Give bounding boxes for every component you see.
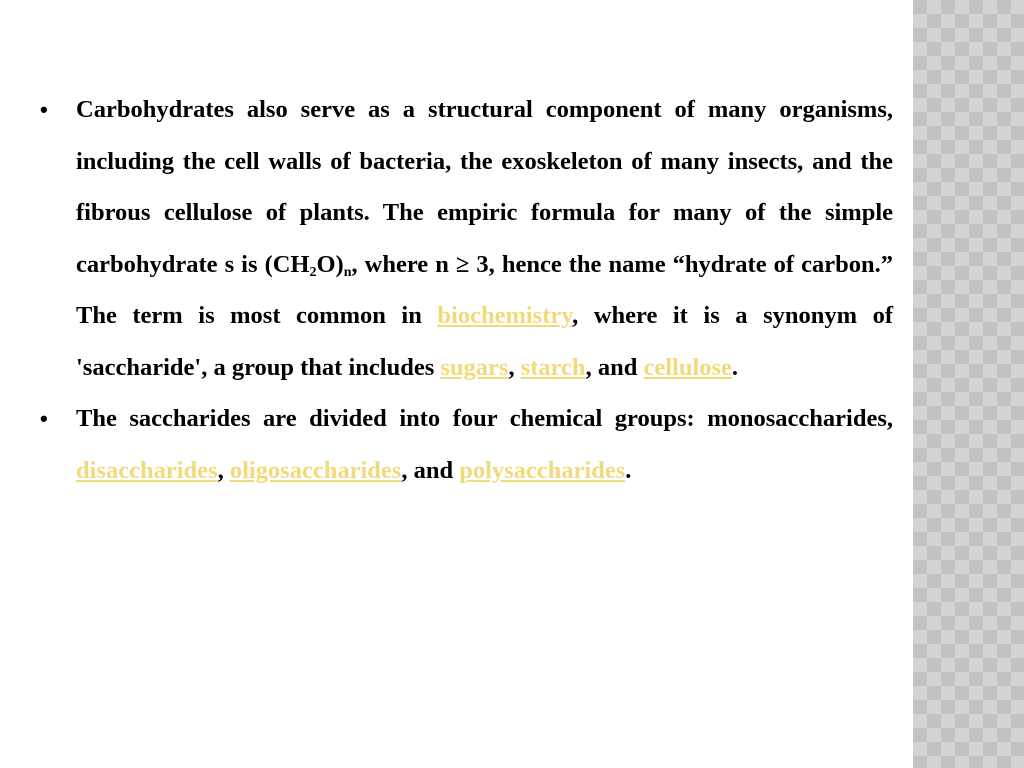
link-disaccharides[interactable]: disaccharides bbox=[76, 456, 218, 484]
bullet-text: , where n ≥ 3, hence the name “hydrate of carbon.” The term is most common in bbox=[76, 250, 893, 329]
bullet-text: The saccharides are divided into four chemical groups: monosaccharides, bbox=[76, 405, 893, 432]
slide-content bbox=[40, 84, 893, 496]
separator: , bbox=[508, 353, 521, 381]
bullet-item-carbohydrates-structural bbox=[40, 84, 893, 393]
separator: , bbox=[217, 456, 230, 484]
bullet-dot-icon: • bbox=[40, 97, 48, 122]
subscript-n: n bbox=[343, 264, 352, 280]
separator: , and bbox=[585, 353, 644, 381]
link-polysaccharides[interactable]: polysaccharides bbox=[459, 456, 626, 484]
bullet-text: Carbohydrates also serve as a structural component of many organisms, including the cell walls of bacteria, the exoskeleton of many insects, and the fibrous cellulose of plants. The empiric formula for many of the simple carbohydrate s is (CH bbox=[76, 96, 893, 278]
link-sugars[interactable]: sugars bbox=[440, 353, 509, 381]
bullet-end: . bbox=[731, 353, 739, 381]
bullet-text: , where it is a synonym of 'saccharide', a group that includes bbox=[76, 302, 893, 381]
bullet-item-saccharide-groups bbox=[40, 393, 893, 496]
decorative-side-panel bbox=[913, 0, 1024, 768]
bullet-end: . bbox=[625, 456, 632, 484]
link-biochemistry[interactable]: biochemistry bbox=[437, 302, 573, 329]
bullet-text: , and bbox=[401, 456, 460, 484]
link-cellulose[interactable]: cellulose bbox=[643, 353, 732, 381]
link-oligosaccharides[interactable]: oligosaccharides bbox=[229, 456, 402, 484]
subscript-2: 2 bbox=[309, 264, 317, 280]
bullet-text: O) bbox=[316, 250, 344, 278]
bullet-dot-icon: • bbox=[40, 406, 48, 431]
link-starch[interactable]: starch bbox=[520, 353, 586, 381]
bullet-list bbox=[40, 84, 893, 496]
